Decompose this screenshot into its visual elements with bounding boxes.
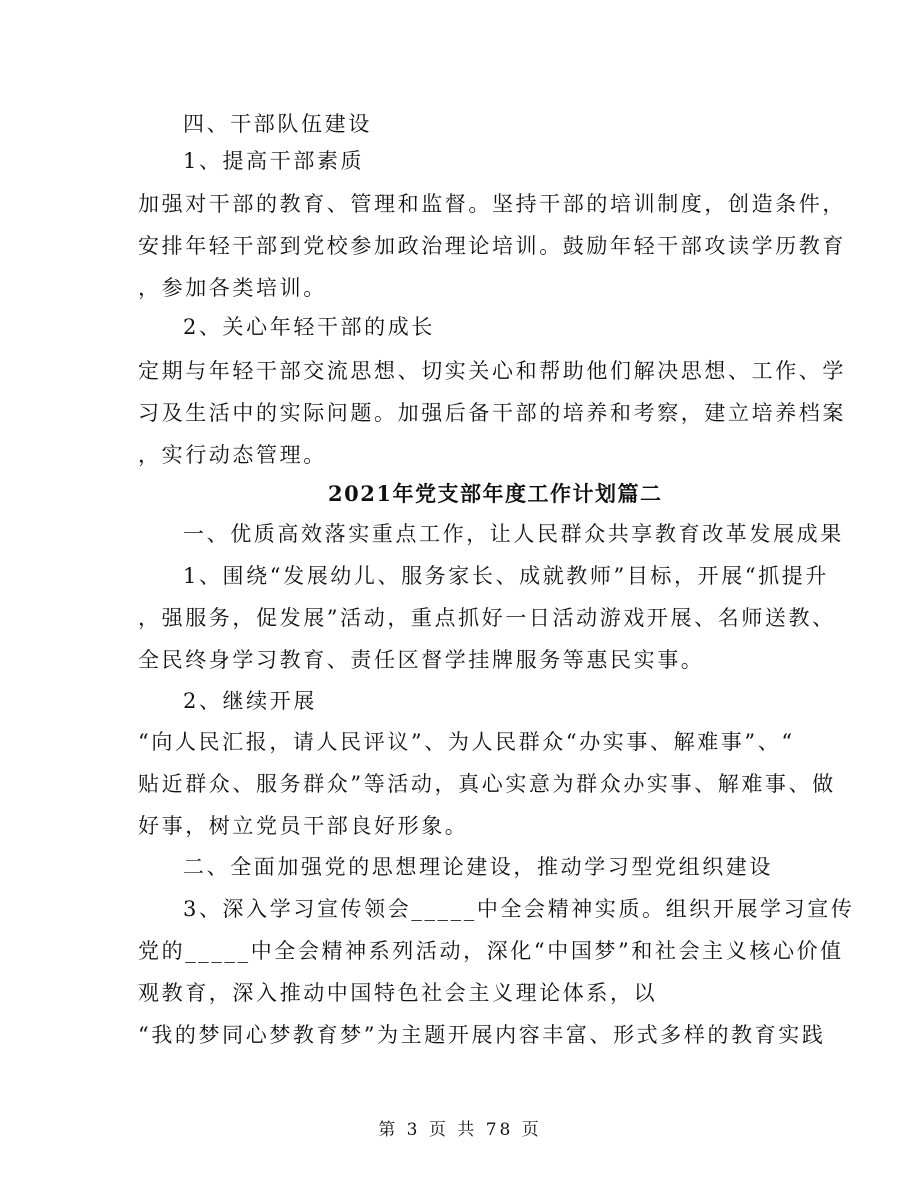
body-line: 1、围绕“发展幼儿、服务家长、成就教师”目标，开展“抓提升 xyxy=(183,564,829,588)
body-line: 安排年轻干部到党校参加政治理论培训。鼓励年轻干部攻读学历教育 xyxy=(138,234,846,258)
heading-part-two: 二、全面加强党的思想理论建设，推动学习型党组织建设 xyxy=(183,855,773,879)
body-line: ，强服务，促发展”活动，重点抓好一日活动游戏开展、名师送教、 xyxy=(138,606,836,630)
body-line: 3、深入学习宣传领会_____中全会精神实质。组织开展学习宣传 xyxy=(183,897,855,921)
body-line: 党的_____中全会精神系列活动，深化“中国梦”和社会主义核心价值 xyxy=(138,939,844,963)
section-title: 2021年党支部年度工作计划篇二 xyxy=(328,481,663,506)
body-line: 好事，树立党员干部良好形象。 xyxy=(138,814,469,838)
heading-section-four: 四、干部队伍建设 xyxy=(183,112,372,136)
subheading-item-2: 2、关心年轻干部的成长 xyxy=(183,315,435,339)
heading-part-one: 一、优质高效落实重点工作，让人民群众共享教育改革发展成果 xyxy=(183,522,844,546)
subheading-item-1: 1、提高干部素质 xyxy=(183,149,365,173)
body-line: 全民终身学习教育、责任区督学挂牌服务等惠民实事。 xyxy=(138,648,705,672)
body-line: 贴近群众、服务群众”等活动，真心实意为群众办实事、解难事、做 xyxy=(138,772,836,796)
page-number-footer: 第 3 页 共 78 页 xyxy=(378,1120,542,1140)
body-line: “向人民汇报，请人民评议”、为人民群众“办实事、解难事”、“ xyxy=(138,730,795,754)
subheading-continue: 2、继续开展 xyxy=(183,689,317,713)
body-line: 习及生活中的实际问题。加强后备干部的培养和考察，建立培养档案 xyxy=(138,401,846,425)
body-line: ，参加各类培训。 xyxy=(138,276,327,300)
body-line: 定期与年轻干部交流思想、切实关心和帮助他们解决思想、工作、学 xyxy=(138,359,846,383)
body-line: 加强对干部的教育、管理和监督。坚持干部的培训制度，创造条件， xyxy=(138,192,846,216)
body-line: “我的梦同心梦教育梦”为主题开展内容丰富、形式多样的教育实践 xyxy=(138,1023,826,1047)
body-line: ，实行动态管理。 xyxy=(138,443,327,467)
body-line: 观教育，深入推动中国特色社会主义理论体系，以 xyxy=(138,981,658,1005)
